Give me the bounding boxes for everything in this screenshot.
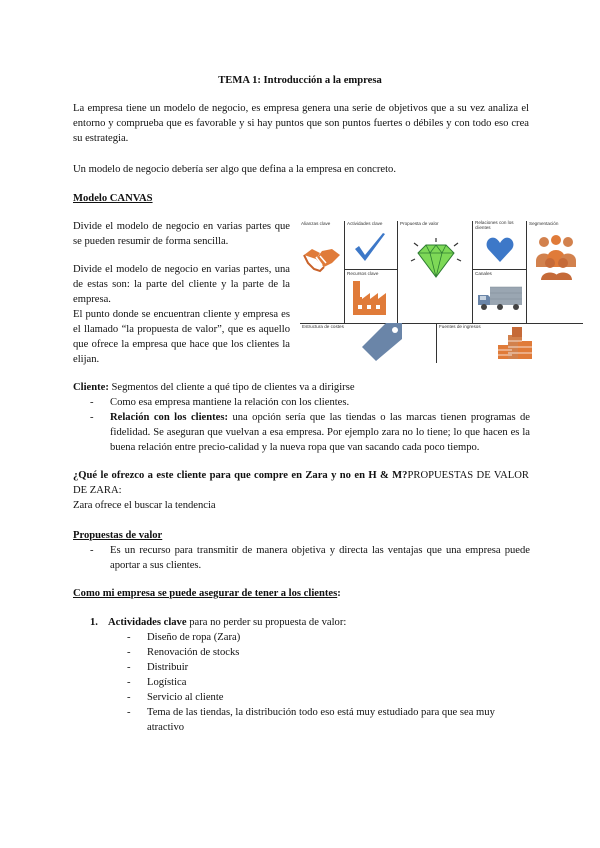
money-stacks-icon (496, 325, 534, 361)
label-fuentes-ingresos: Fuentes de ingresos (439, 324, 481, 329)
label-recursos-clave: Recursos clave (347, 271, 379, 276)
canvas-paragraph-2: Divide el modelo de negocio en varias partes, una de estas son: la parte del cliente y la parte de la empresa. (73, 264, 290, 305)
cliente-bullet-list (90, 395, 530, 455)
pregunta-paragraph (73, 468, 529, 498)
handshake-icon (302, 237, 342, 277)
list-item: - Distribuir (127, 660, 512, 675)
checkmark-icon (352, 231, 388, 265)
intro-paragraph: La empresa tiene un modelo de negocio, es empresa genera una serie de objetivos que a su vez analiza el entorno y comprueba que es favorable y si hay puntos que son puntos fuertes o débiles y con todo eso crea su estrategia. (73, 103, 529, 144)
list-item: - Es un recurso para transmitir de manera objetiva y directa las ventajas que una empresa puede aportar a sus clientes. (90, 543, 530, 573)
divider-line (344, 221, 345, 323)
divider-line (344, 269, 397, 270)
people-group-icon (532, 233, 578, 281)
list-item: - Diseño de ropa (Zara) (127, 630, 512, 645)
canvas-heading: Modelo CANVAS (73, 193, 153, 204)
bullet-text: una opción sería que las tiendas o las marcas tienen programas de fidelidad. Se aseguran que vuelvan a esa empresa. Por ejemplo zara no lo tiene; lo que hacen es la buena relación entre precio-calidad y la nueva ropa que van sacando cada poco tiempo. (110, 412, 530, 453)
list-item: - Servicio al cliente (127, 690, 512, 705)
divider-line (472, 269, 526, 270)
propuestas-heading: Propuestas de valor (73, 530, 163, 541)
divider-line (472, 221, 473, 323)
label-actividades-clave: Actividades clave (347, 221, 383, 226)
bullet-text: Como esa empresa mantiene la relación con los clientes. (110, 397, 350, 408)
bullet-bold: Relación con los clientes: (110, 412, 229, 423)
list-item: - Logística (127, 675, 512, 690)
factory-icon (350, 279, 388, 317)
asegurar-colon: : (337, 588, 341, 599)
list-item: - Tema de las tiendas, la distribución todo eso está muy estudiado para que sea muy atractivo (127, 705, 512, 735)
truck-icon (476, 283, 524, 313)
cliente-definition (73, 380, 529, 395)
label-alianzas-clave: Alianzas clave (301, 221, 331, 226)
business-model-canvas-diagram (300, 217, 583, 363)
label-relaciones-clientes: Relaciones con los clientes (475, 220, 514, 230)
actividades-item (90, 615, 346, 630)
canvas-paragraph-1: Divide el modelo de negocio en varias partes que se pueden resumir de forma sencilla. (73, 221, 290, 247)
list-item: - Renovación de stocks (127, 645, 512, 660)
label-estructura-costes: Estructura de costes (302, 324, 344, 329)
propuestas-list (90, 543, 530, 573)
actividades-sublist (127, 630, 512, 735)
canvas-paragraph-3: El punto donde se encuentran cliente y empresa es el llamado “la propuesta de valor”, que es aquello que ofrece la empresa que hace que los clientes la elijan. (73, 309, 290, 365)
intro-definition: Un modelo de negocio debería ser algo que defina a la empresa en concreto. (73, 164, 396, 175)
cliente-label: Cliente: (73, 382, 109, 393)
heart-icon (485, 235, 515, 265)
pregunta-bold: ¿Qué le ofrezco a este cliente para que compre en Zara y no en H & M? (73, 470, 408, 481)
list-item (90, 410, 530, 455)
cliente-text: Segmentos del cliente a qué tipo de clientes va a dirigirse (108, 382, 355, 393)
item-bold: Actividades clave (108, 617, 187, 628)
diamond-icon (410, 237, 462, 283)
pregunta-rest: PROPUESTAS DE VALOR DE ZARA: (73, 470, 529, 496)
label-propuesta-valor: Propuesta de valor (400, 221, 439, 226)
list-item (90, 395, 530, 410)
divider-line (397, 221, 398, 323)
asegurar-heading-row (73, 586, 341, 601)
label-canales: Canales (475, 271, 492, 276)
page-title: TEMA 1: Introducción a la empresa (218, 75, 382, 86)
item-text: para no perder su propuesta de valor: (186, 617, 347, 628)
asegurar-heading: Como mi empresa se puede asegurar de tener a los clientes (73, 588, 338, 599)
label-segmentacion: Segmentación (529, 221, 559, 226)
price-tag-icon (360, 321, 404, 363)
item-number: 1. (90, 617, 98, 628)
divider-line (436, 323, 437, 363)
divider-line (526, 221, 527, 323)
pregunta-answer: Zara ofrece el buscar la tendencia (73, 500, 216, 511)
